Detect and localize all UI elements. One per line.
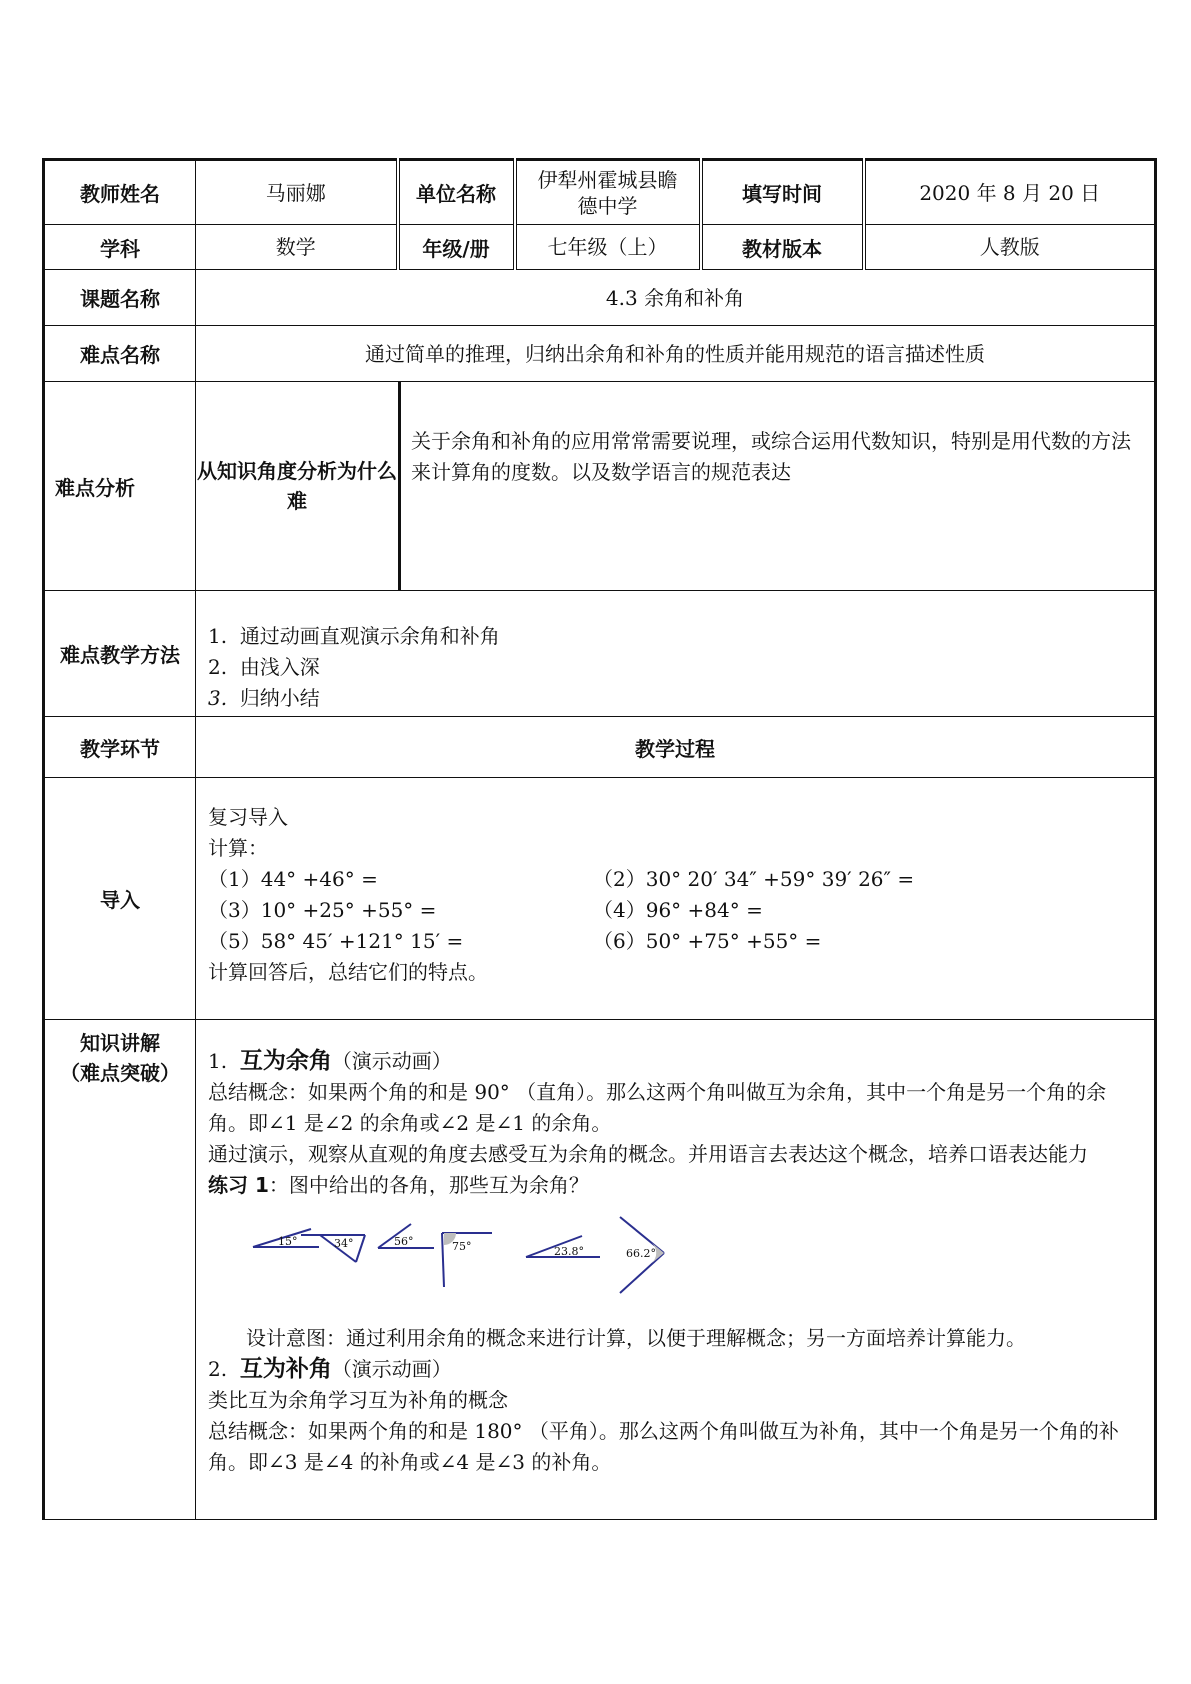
knowledge-label: [44, 1020, 196, 1520]
intro-line-calc: 计算：: [208, 836, 268, 860]
subject-value: 数学: [196, 225, 398, 270]
teacher-label: 教师姓名: [44, 160, 196, 225]
header-row-1: [44, 160, 1156, 225]
process-label: 教学过程: [196, 717, 1156, 778]
header-row-2: [44, 225, 1156, 270]
lesson-plan-sheet: [42, 158, 1154, 1520]
difficulty-label: 难点名称: [44, 326, 196, 382]
unit-label: 单位名称: [398, 160, 515, 225]
exercise-1-label: 练习 1: [208, 1173, 269, 1197]
calc-item: （4）96° +84° =: [593, 898, 763, 922]
section-2-heading: [208, 1354, 1142, 1385]
method-text: 通过动画直观演示余角和补角: [239, 624, 500, 648]
methods-label: 难点教学方法: [44, 591, 196, 717]
section-2-note: （演示动画）: [331, 1357, 452, 1381]
edition-label: 教材版本: [701, 225, 864, 270]
section-1-num: 1.: [208, 1049, 228, 1073]
intro-label: 导入: [44, 778, 196, 1020]
method-item: [208, 652, 1142, 683]
angle-label-66-2: 66.2°: [626, 1247, 656, 1260]
calc-item: （1）44° +46° =: [208, 867, 378, 891]
intro-line-review: 复习导入: [208, 805, 288, 829]
knowledge-row: [44, 1020, 1156, 1520]
topic-row: [44, 270, 1156, 326]
section-1-concept: 总结概念：如果两个角的和是 90° （直角）。那么这两个角叫做互为余角，其中一个角是另一个角的余角。即∠1 是∠2 的余角或∠2 是∠1 的余角。: [208, 1080, 1107, 1135]
topic-value: 4.3 余角和补角: [196, 270, 1156, 326]
knowledge-label-line1: 知识讲解: [80, 1031, 160, 1055]
section-2-title: 互为补角: [239, 1356, 332, 1382]
section-2-num: 2.: [208, 1357, 228, 1381]
method-text: 由浅入深: [239, 655, 320, 679]
analysis-sub-label: 从知识角度分析为什么难: [196, 382, 401, 590]
exercise-1: [208, 1170, 1142, 1201]
time-value: 2020 年 8 月 20 日: [864, 160, 1156, 225]
teacher-value: 马丽娜: [196, 160, 398, 225]
angle-label-75: 75°: [452, 1240, 472, 1253]
knowledge-cell: [196, 1020, 1156, 1520]
calc-grid: [208, 864, 1142, 957]
section-1-note: （演示动画）: [331, 1049, 452, 1073]
calc-item: （2）30° 20′ 34″ +59° 39′ 26″ =: [593, 867, 915, 891]
analysis-cell: [196, 382, 1156, 591]
angles-figure-svg: [208, 1201, 1191, 1323]
subject-label: 学科: [44, 225, 196, 270]
angle-label-56: 56°: [394, 1235, 414, 1248]
methods-cell: [196, 591, 1156, 717]
angles-figure: [208, 1201, 1142, 1323]
lesson-plan-table: [42, 158, 1157, 1520]
method-text: 归纳小结: [239, 686, 320, 710]
method-num: 2.: [208, 655, 228, 679]
calc-item: （3）10° +25° +55° =: [208, 898, 437, 922]
time-label: 填写时间: [701, 160, 864, 225]
intro-closing: 计算回答后，总结它们的特点。: [208, 960, 488, 984]
angle-label-15: 15°: [278, 1235, 298, 1248]
analysis-text: 关于余角和补角的应用常常需要说理，或综合运用代数知识，特别是用代数的方法来计算角的度数。以及数学语言的规范表达: [411, 429, 1131, 484]
knowledge-label-line2: （难点突破）: [60, 1061, 180, 1085]
angle-34: [301, 1235, 365, 1262]
analysis-row: [44, 382, 1156, 591]
method-num: 3.: [208, 686, 228, 710]
difficulty-value: 通过简单的推理，归纳出余角和补角的性质并能用规范的语言描述性质: [196, 326, 1156, 382]
difficulty-row: [44, 326, 1156, 382]
edition-value: 人教版: [864, 225, 1156, 270]
grade-value: 七年级（上）: [515, 225, 701, 270]
section-1-heading: [208, 1046, 1142, 1077]
topic-label: 课题名称: [44, 270, 196, 326]
design-intent: 设计意图：通过利用余角的概念来进行计算，以便于理解概念；另一方面培养计算能力。: [246, 1326, 1026, 1350]
grade-label: 年级/册: [398, 225, 515, 270]
calc-item: （6）50° +75° +55° =: [593, 929, 822, 953]
section-2-concept: 总结概念：如果两个角的和是 180° （平角）。那么这两个角叫做互为补角，其中一个角是另一个角的补角。即∠3 是∠4 的补角或∠4 是∠3 的补角。: [208, 1419, 1119, 1474]
section-1-title: 互为余角: [239, 1048, 332, 1074]
process-header-row: [44, 717, 1156, 778]
analysis-label: 难点分析: [44, 382, 196, 591]
method-num: 1.: [208, 624, 228, 648]
angle-label-34: 34°: [334, 1237, 354, 1250]
exercise-1-text: ：图中给出的各角，那些互为余角？: [268, 1173, 589, 1197]
intro-cell: [196, 778, 1156, 1020]
method-item: [208, 683, 1142, 714]
method-item: [208, 621, 1142, 652]
section-2-analogy: 类比互为余角学习互为补角的概念: [208, 1388, 508, 1412]
section-1-demo: 通过演示，观察从直观的角度去感受互为余角的概念。并用语言去表达这个概念，培养口语表达能力: [208, 1142, 1088, 1166]
methods-row: [44, 591, 1156, 717]
intro-row: [44, 778, 1156, 1020]
calc-item: （5）58° 45′ +121° 15′ =: [208, 929, 464, 953]
unit-value: 伊犁州霍城县瞻德中学: [515, 160, 701, 225]
process-stage-label: 教学环节: [44, 717, 196, 778]
angle-label-23-8: 23.8°: [554, 1245, 584, 1258]
